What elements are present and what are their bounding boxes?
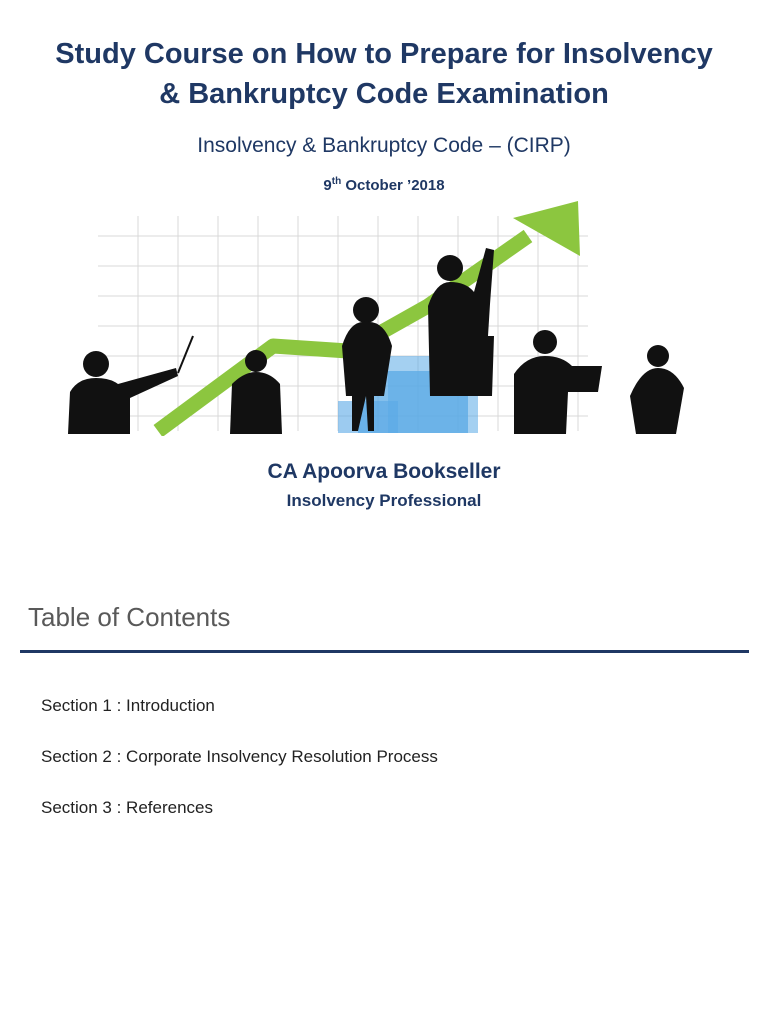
document-title (0, 34, 768, 114)
silhouette-reader (514, 330, 602, 434)
date-suffix: th (331, 176, 342, 187)
silhouette-man-6 (630, 345, 684, 434)
title-line-2: & Bankruptcy Code Examination (159, 78, 609, 110)
document-date (0, 176, 768, 194)
author-name: CA Apoorva Bookseller (267, 460, 501, 483)
toc-divider (20, 650, 749, 653)
author-role: Insolvency Professional (286, 491, 482, 510)
toc-list (41, 696, 438, 849)
business-growth-illustration (58, 196, 708, 436)
date-rest: October ’2018 (345, 177, 445, 194)
date-day: 9 (323, 177, 332, 194)
document-subtitle: Insolvency & Bankruptcy Code – (CIRP) (197, 134, 571, 157)
title-line-1: Study Course on How to Prepare for Insolvency (55, 38, 713, 70)
toc-item-section-1[interactable]: Section 1 : Introduction (41, 696, 215, 715)
silhouette-leader (428, 248, 494, 396)
toc-item-section-2[interactable]: Section 2 : Corporate Insolvency Resolution Process (41, 747, 438, 766)
toc-item-section-3[interactable]: Section 3 : References (41, 798, 213, 817)
toc-heading: Table of Contents (28, 602, 231, 632)
silhouette-man-2 (230, 350, 282, 434)
